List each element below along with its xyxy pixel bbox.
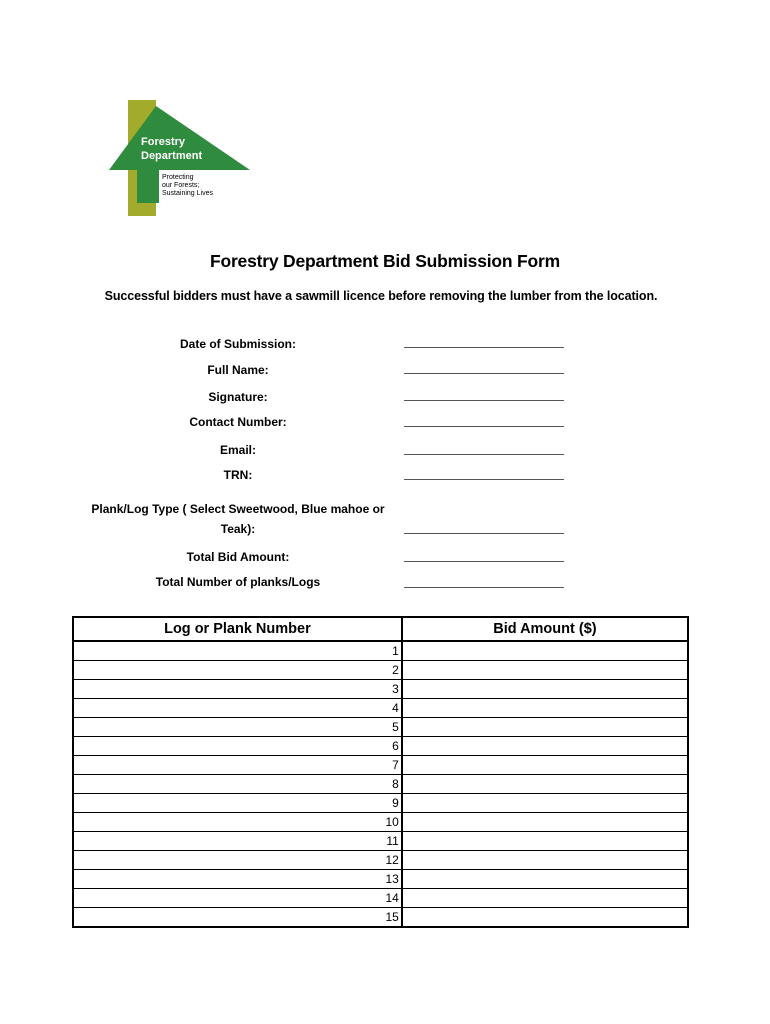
- table-row: [73, 908, 688, 928]
- trn-label: TRN:: [223, 468, 253, 482]
- licence-notice: Successful bidders must have a sawmill licence before removing the lumber from the location.: [104, 289, 658, 303]
- log-number-cell: 12: [73, 851, 402, 870]
- bid-amount-cell[interactable]: [402, 718, 688, 737]
- table-row: [73, 794, 688, 813]
- bid-amount-cell[interactable]: [402, 889, 688, 908]
- total-number-planks-line[interactable]: [404, 587, 564, 588]
- form-title: Forestry Department Bid Submission Form: [209, 251, 561, 271]
- trn-line[interactable]: [404, 479, 564, 480]
- email-line[interactable]: [404, 454, 564, 455]
- bid-amount-cell[interactable]: [402, 737, 688, 756]
- table-row: [73, 870, 688, 889]
- bid-amount-cell[interactable]: [402, 832, 688, 851]
- table-row: [73, 832, 688, 851]
- bid-amount-cell[interactable]: [402, 699, 688, 718]
- signature-label: Signature:: [208, 390, 268, 404]
- full-name-label: Full Name:: [207, 363, 269, 377]
- log-number-cell: 14: [73, 889, 402, 908]
- bid-amount-cell[interactable]: [402, 870, 688, 889]
- contact-number-line[interactable]: [404, 426, 564, 427]
- logo-tagline-1: Protecting: [162, 174, 194, 181]
- date-of-submission-line[interactable]: [404, 347, 564, 348]
- table-row: [73, 699, 688, 718]
- log-number-cell: 8: [73, 775, 402, 794]
- logo-tagline-2: our Forests;: [162, 182, 200, 189]
- date-of-submission-label: Date of Submission:: [179, 337, 296, 351]
- bid-amount-cell[interactable]: [402, 813, 688, 832]
- table-row: [73, 661, 688, 680]
- logo-trunk-shape: [137, 170, 159, 203]
- bid-amount-cell[interactable]: [402, 641, 688, 661]
- full-name-line[interactable]: [404, 373, 564, 374]
- plank-log-type-line[interactable]: [404, 533, 564, 534]
- bid-amount-cell[interactable]: [402, 775, 688, 794]
- table-row: [73, 737, 688, 756]
- total-bid-amount-label: Total Bid Amount:: [186, 550, 290, 564]
- bid-amount-cell[interactable]: [402, 794, 688, 813]
- total-bid-amount-line[interactable]: [404, 561, 564, 562]
- bid-table: [72, 616, 689, 928]
- log-number-cell: 9: [73, 794, 402, 813]
- bid-table-header-row: [73, 617, 688, 641]
- email-label: Email:: [219, 443, 256, 457]
- log-plank-number-header: Log or Plank Number: [73, 617, 402, 641]
- log-number-cell: 2: [73, 661, 402, 680]
- log-number-cell: 7: [73, 756, 402, 775]
- table-row: [73, 756, 688, 775]
- signature-line[interactable]: [404, 400, 564, 401]
- table-row: [73, 775, 688, 794]
- log-number-cell: 4: [73, 699, 402, 718]
- log-number-cell: 11: [73, 832, 402, 851]
- table-row: [73, 813, 688, 832]
- bid-amount-cell[interactable]: [402, 756, 688, 775]
- log-number-cell: 15: [73, 908, 402, 928]
- log-number-cell: 3: [73, 680, 402, 699]
- log-number-cell: 5: [73, 718, 402, 737]
- log-number-cell: 13: [73, 870, 402, 889]
- logo-title-line1: Forestry: [141, 136, 186, 148]
- forestry-department-logo: [108, 100, 253, 216]
- total-number-planks-label: Total Number of planks/Logs: [155, 575, 321, 589]
- log-number-cell: 6: [73, 737, 402, 756]
- bid-amount-header: Bid Amount ($): [402, 617, 688, 641]
- plank-log-type-label: Plank/Log Type ( Select Sweetwood, Blue mahoe or Teak):: [91, 502, 385, 536]
- contact-number-label: Contact Number:: [189, 415, 287, 429]
- log-number-cell: 10: [73, 813, 402, 832]
- logo-tagline-3: Sustaining Lives: [162, 190, 213, 197]
- bid-amount-cell[interactable]: [402, 908, 688, 928]
- table-row: [73, 680, 688, 699]
- log-number-cell: 1: [73, 641, 402, 661]
- table-row: [73, 851, 688, 870]
- bid-amount-cell[interactable]: [402, 661, 688, 680]
- table-row: [73, 889, 688, 908]
- logo-title-line2: Department: [141, 150, 203, 162]
- table-row: [73, 641, 688, 661]
- bid-amount-cell[interactable]: [402, 680, 688, 699]
- bid-amount-cell[interactable]: [402, 851, 688, 870]
- table-row: [73, 718, 688, 737]
